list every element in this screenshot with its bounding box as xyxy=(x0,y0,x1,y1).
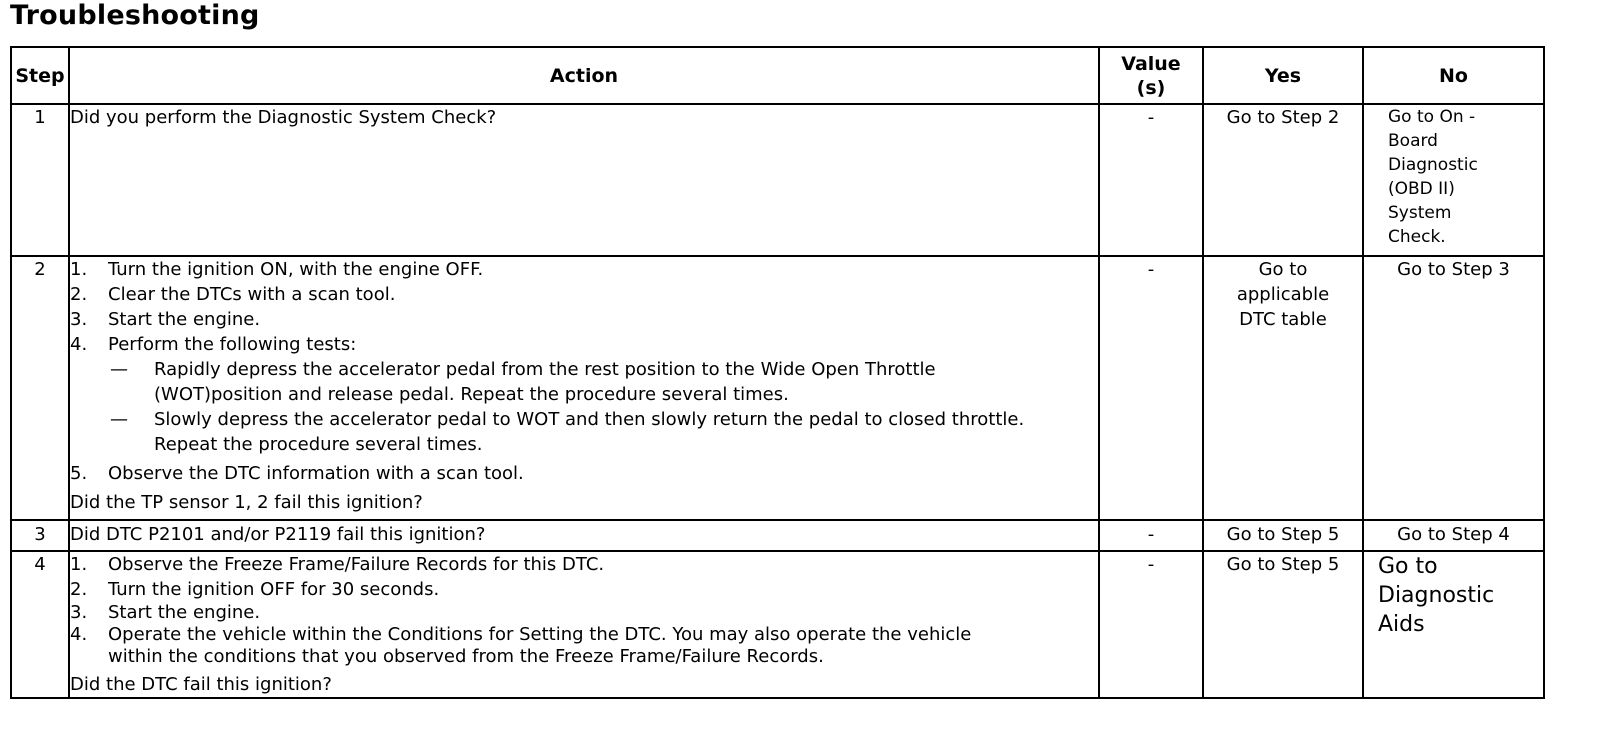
table-header-row xyxy=(11,47,1544,104)
list-item: 2. Turn the ignition OFF for 30 seconds. xyxy=(70,579,440,600)
action-cell xyxy=(69,256,1099,520)
table-row xyxy=(11,256,1544,520)
list-item: 1. Turn the ignition ON, with the engine OFF. xyxy=(70,259,484,280)
table-row xyxy=(11,104,1544,256)
no-cell xyxy=(1363,551,1544,698)
list-item: 1. Observe the Freeze Frame/Failure Records for this DTC. xyxy=(70,554,605,575)
table-row xyxy=(11,520,1544,551)
list-subitem: — Slowly depress the accelerator pedal to WOT and then slowly return the pedal to closed throttle. Repeat the procedure several times. xyxy=(110,409,1025,455)
list-item: 3. Start the engine. xyxy=(70,309,261,330)
header-value xyxy=(1099,47,1203,104)
action-steps-list xyxy=(70,552,1098,602)
step-number: 2 xyxy=(11,256,69,520)
step-number: 3 xyxy=(11,520,69,551)
no-cell: Go to Step 3 xyxy=(1363,256,1544,520)
yes-cell: Go to Step 5 xyxy=(1203,520,1363,551)
header-no: No xyxy=(1363,47,1544,104)
page-title: Troubleshooting xyxy=(10,0,260,31)
value-cell: - xyxy=(1099,520,1203,551)
header-action: Action xyxy=(69,47,1099,104)
no-cell-text: Go to Diagnostic Aids xyxy=(1378,554,1495,637)
list-subitem: — Rapidly depress the accelerator pedal from the rest position to the Wide Open Throttle (WOT)position and release pedal. Repeat the procedure several times. xyxy=(110,359,936,405)
action-cell xyxy=(69,551,1099,698)
action-question: Did the DTC fail this ignition? xyxy=(70,674,332,695)
troubleshooting-table xyxy=(10,46,1545,699)
value-cell: - xyxy=(1099,104,1203,256)
yes-cell-text: Go to applicable DTC table xyxy=(1236,259,1330,330)
action-question: Did DTC P2101 and/or P2119 fail this ignition? xyxy=(70,524,486,545)
list-item: 4. Perform the following tests: xyxy=(70,334,357,355)
no-cell-text: Go to On -Board Diagnostic (OBD II) System Check. xyxy=(1388,107,1478,247)
step-number: 4 xyxy=(11,551,69,698)
list-item: 4. Operate the vehicle within the Conditions for Setting the DTC. You may also operate the vehicle within the conditions that you observed from the Freeze Frame/Failure Records. xyxy=(70,624,972,667)
yes-cell: Go to Step 2 xyxy=(1203,104,1363,256)
list-item: 2. Clear the DTCs with a scan tool. xyxy=(70,284,396,305)
yes-cell xyxy=(1203,256,1363,520)
header-step: Step xyxy=(11,47,69,104)
yes-cell: Go to Step 5 xyxy=(1203,551,1363,698)
action-question: Did you perform the Diagnostic System Check? xyxy=(70,107,497,128)
no-cell: Go to Step 4 xyxy=(1363,520,1544,551)
action-steps-list-cont xyxy=(70,461,1098,486)
header-yes: Yes xyxy=(1203,47,1363,104)
table-row xyxy=(11,551,1544,698)
list-item: 5. Observe the DTC information with a scan tool. xyxy=(70,463,524,484)
action-cell xyxy=(69,104,1099,256)
step-number: 1 xyxy=(11,104,69,256)
no-cell xyxy=(1363,104,1544,256)
action-steps-list xyxy=(70,257,1098,357)
header-value-label: Value (s) xyxy=(1121,52,1181,99)
action-cell xyxy=(69,520,1099,551)
action-substeps-list xyxy=(110,357,1098,457)
action-steps-list-cont xyxy=(70,602,1098,668)
value-cell: - xyxy=(1099,256,1203,520)
value-cell: - xyxy=(1099,551,1203,698)
action-question: Did the TP sensor 1, 2 fail this ignition? xyxy=(70,492,423,513)
list-item: 3. Start the engine. xyxy=(70,602,261,623)
